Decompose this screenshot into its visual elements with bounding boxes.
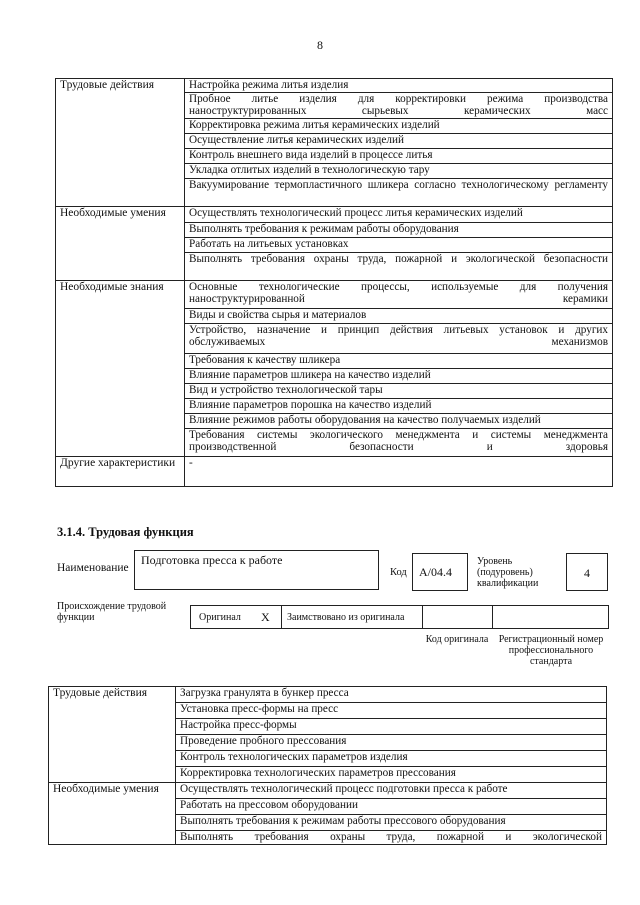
origin-divider (492, 606, 493, 628)
table-cell: Установка пресс-формы на пресс (176, 703, 607, 719)
function-name-box (134, 550, 379, 590)
row-label-skills: Необходимые умения (56, 207, 185, 281)
origin-row (190, 605, 609, 629)
level-value: 4 (584, 566, 590, 580)
origin-divider (281, 606, 282, 628)
table-cell: Виды и свойства сырья и материалов (185, 309, 613, 324)
original-label: Оригинал (199, 612, 241, 623)
section-title: 3.1.4. Трудовая функция (57, 525, 194, 539)
table-cell: Работать на литьевых установках (185, 238, 613, 253)
table-cell: Требования к качеству шликера (185, 354, 613, 369)
code-box (412, 553, 468, 591)
function-name-value: Подготовка пресса к работе (141, 553, 283, 567)
table-cell: Проведение пробного прессования (176, 735, 607, 751)
table-cell: Контроль внешнего вида изделий в процессе литья (185, 149, 613, 164)
table-cell: Влияние режимов работы оборудования на качество получаемых изделий (185, 414, 613, 429)
table-cell: Выполнять требования к режимам работы прессового оборудования (176, 815, 607, 831)
code-value: А/04.4 (419, 565, 452, 579)
table-cell: Настройка пресс-формы (176, 719, 607, 735)
borrowed-label: Заимствовано из оригинала (287, 612, 405, 623)
reg-number-caption: Регистрационный номер профессионального стандарта (498, 634, 604, 667)
name-label: Наименование (57, 562, 129, 574)
table-cell: Укладка отлитых изделий в технологическую тару (185, 164, 613, 179)
table-cell: Работать на прессовом оборудовании (176, 799, 607, 815)
table-cell: Основные технологические процессы, используемые для получения наноструктурированной керамики (185, 281, 613, 309)
original-mark: X (261, 610, 270, 624)
table-cell: - (185, 457, 613, 487)
table-cell: Настройка режима литья изделия (185, 79, 613, 93)
table-cell: Выполнять требования охраны труда, пожарной и экологической (176, 831, 607, 845)
row-label-labor-actions: Трудовые действия (56, 79, 185, 207)
table-cell: Влияние параметров порошка на качество изделий (185, 399, 613, 414)
code-label: Код (390, 567, 407, 578)
origin-label: Происхождение трудовой функции (57, 601, 167, 623)
table-cell: Контроль технологических параметров изделия (176, 751, 607, 767)
table-cell: Выполнять требования охраны труда, пожарной и экологической безопасности (185, 253, 613, 281)
row-label-knowledge: Необходимые знания (56, 281, 185, 457)
table-cell: Загрузка гранулята в бункер пресса (176, 687, 607, 703)
table-cell: Влияние параметров шликера на качество изделий (185, 369, 613, 384)
row-label-other: Другие характеристики (56, 457, 185, 487)
page-number: 8 (317, 38, 323, 52)
table-cell: Вид и устройство технологической тары (185, 384, 613, 399)
code-original-caption: Код оригинала (425, 634, 489, 645)
origin-divider (422, 606, 423, 628)
level-box (566, 553, 608, 591)
table-cell: Устройство, назначение и принцип действия литьевых установок и других обслуживаемых механизмов (185, 324, 613, 354)
labor-function-table-1 (55, 78, 613, 487)
table-cell: Выполнять требования к режимам работы оборудования (185, 223, 613, 238)
table-cell: Корректировка режима литья керамических изделий (185, 119, 613, 134)
table-cell: Осуществлять технологический процесс подготовки пресса к работе (176, 783, 607, 799)
table-cell: Вакуумирование термопластичного шликера согласно технологическому регламенту (185, 179, 613, 207)
row-label-labor-actions: Трудовые действия (49, 687, 176, 783)
table-cell: Осуществлять технологический процесс литья керамических изделий (185, 207, 613, 223)
level-label: Уровень (подуровень) квалификации (477, 556, 539, 589)
table-cell: Осуществление литья керамических изделий (185, 134, 613, 149)
row-label-skills: Необходимые умения (49, 783, 176, 845)
table-cell: Корректировка технологических параметров прессования (176, 767, 607, 783)
table-cell: Требования системы экологического менеджмента и системы менеджмента производственной безопасности и здоровья (185, 429, 613, 457)
table-cell: Пробное литье изделия для корректировки режима производства наноструктурированных сырьевых керамических масс (185, 93, 613, 119)
labor-function-table-2 (48, 686, 607, 845)
